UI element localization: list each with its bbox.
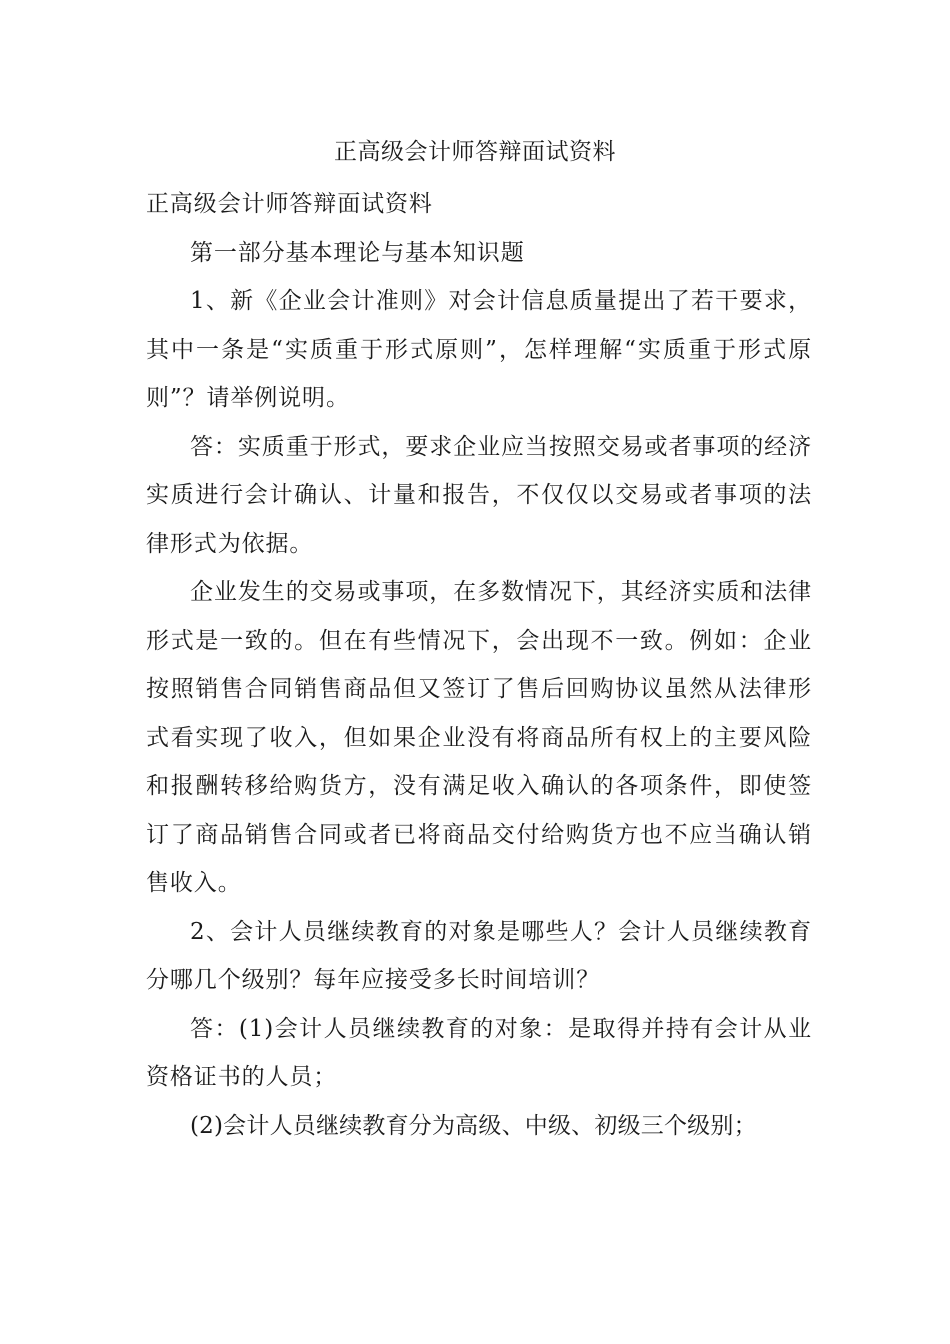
document-title: 正高级会计师答辩面试资料: [334, 139, 616, 165]
answer-1: 答：实质重于形式，要求企业应当按照交易或者事项的经济实质进行会计确认、计量和报告，不仅仅以交易或者事项的法律形式为依据。: [146, 433, 812, 557]
answer-2-part-2: (2)会计人员继续教育分为高级、中级、初级三个级别；: [190, 1112, 757, 1139]
question-1: 1、新《企业会计准则》对会计信息质量提出了若干要求，其中一条是“实质重于形式原则”，怎样理解“实质重于形式原则”？请举例说明。: [146, 288, 812, 411]
answer-1-example: 企业发生的交易或事项，在多数情况下，其经济实质和法律形式是一致的。但在有些情况下，会出现不一致。例如：企业按照销售合同销售商品但又签订了售后回购协议虽然从法律形式看实现了收入，但如果企业没有将商品所有权上的主要风险和报酬转移给购货方，没有满足收入确认的各项条件，即使签订了商品销售合同或者已将商品交付给购货方也不应当确认销售收入。: [146, 579, 812, 896]
section-heading: 第一部分基本理论与基本知识题: [190, 239, 525, 266]
question-2: 2、会计人员继续教育的对象是哪些人？会计人员继续教育分哪几个级别？每年应接受多长时间培训？: [146, 918, 812, 993]
answer-2-part-1: 答：(1)会计人员继续教育的对象：是取得并持有会计从业资格证书的人员；: [146, 1015, 812, 1090]
document-body: [146, 180, 812, 1150]
document-subtitle: 正高级会计师答辩面试资料: [146, 191, 433, 217]
